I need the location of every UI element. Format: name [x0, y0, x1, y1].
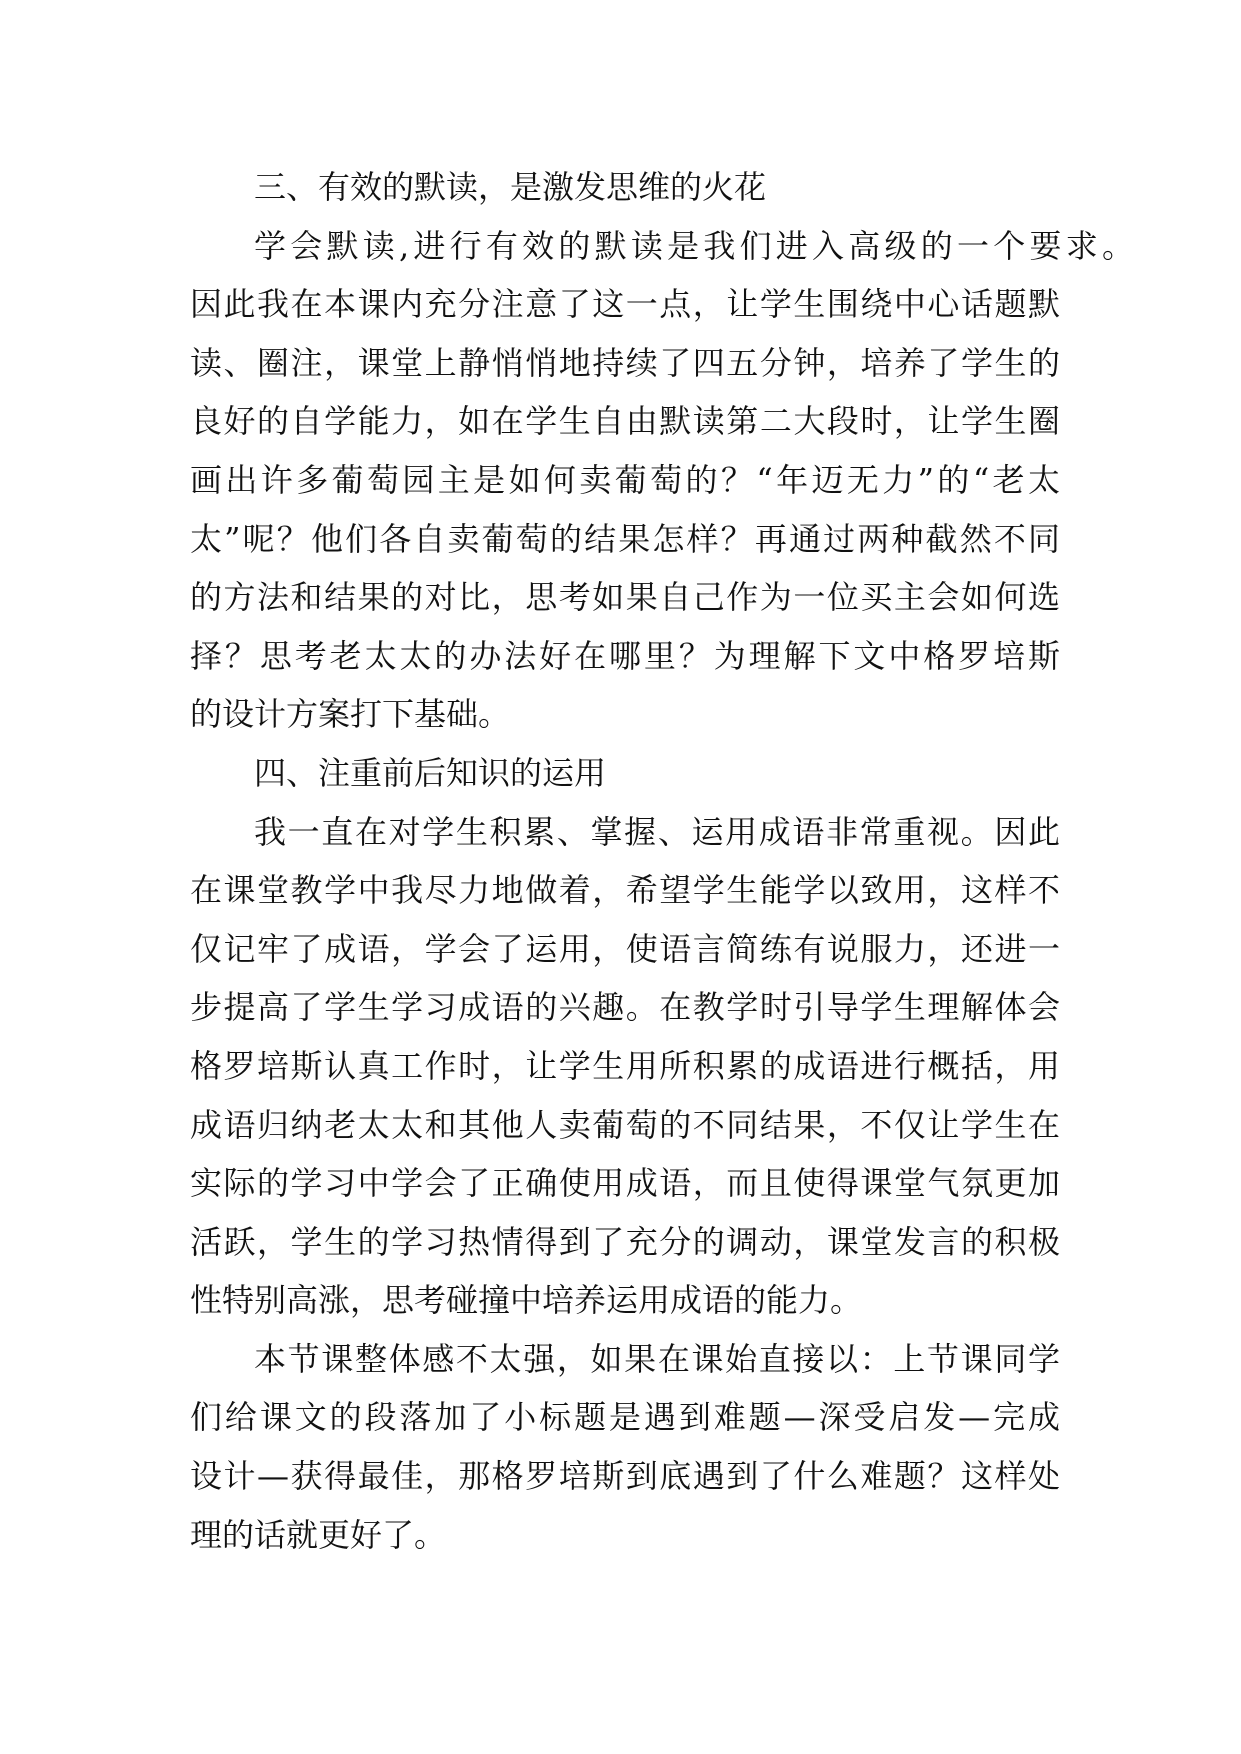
paragraph-line: 设计—获得最佳，那格罗培斯到底遇到了什么难题？这样处: [190, 1457, 1060, 1496]
paragraph-line: 成语归纳老太太和其他人卖葡萄的不同结果，不仅让学生在: [190, 1105, 1060, 1144]
document-body: [190, 158, 1134, 1564]
paragraph-line: 的方法和结果的对比，思考如果自己作为一位买主会如何选: [190, 578, 1060, 617]
paragraph-line: 我一直在对学生积累、掌握、运用成语非常重视。因此: [254, 812, 1060, 851]
paragraph-line: 良好的自学能力，如在学生自由默读第二大段时，让学生圈: [190, 402, 1060, 441]
paragraph-line: 步提高了学生学习成语的兴趣。在教学时引导学生理解体会: [190, 988, 1060, 1027]
paragraph-line: 性特别高涨，思考碰撞中培养运用成语的能力。: [190, 1281, 863, 1320]
paragraph-line: 们给课文的段落加了小标题是遇到难题—深受启发—完成: [190, 1398, 1060, 1437]
paragraph-line: 太”呢？他们各自卖葡萄的结果怎样？再通过两种截然不同: [190, 519, 1060, 558]
paragraph-line: 活跃，学生的学习热情得到了充分的调动，课堂发言的积极: [190, 1222, 1060, 1261]
paragraph-line: 格罗培斯认真工作时，让学生用所积累的成语进行概括，用: [190, 1046, 1060, 1085]
section-heading: 三、有效的默读，是激发思维的火花: [254, 168, 767, 206]
paragraph-line: 的设计方案打下基础。: [190, 695, 511, 734]
paragraph-line: 理的话就更好了。: [190, 1515, 447, 1554]
section-heading: 四、注重前后知识的运用: [254, 753, 607, 792]
paragraph-line: 因此我在本课内充分注意了这一点，让学生围绕中心话题默: [190, 285, 1060, 324]
paragraph-line: 学会默读,进行有效的默读是我们进入高级的一个要求。: [254, 226, 1134, 265]
paragraph-line: 画出许多葡萄园主是如何卖葡萄的？“年迈无力”的“老太: [190, 460, 1060, 499]
paragraph-line: 本节课整体感不太强，如果在课始直接以：上节课同学: [254, 1339, 1060, 1378]
paragraph-line: 择？思考老太太的办法好在哪里？为理解下文中格罗培斯: [190, 636, 1060, 675]
paragraph-line: 实际的学习中学会了正确使用成语，而且使得课堂气氛更加: [190, 1164, 1060, 1203]
paragraph-line: 读、圈注，课堂上静悄悄地持续了四五分钟，培养了学生的: [190, 343, 1060, 382]
paragraph-line: 在课堂教学中我尽力地做着，希望学生能学以致用，这样不: [190, 871, 1060, 910]
paragraph-line: 仅记牢了成语，学会了运用，使语言简练有说服力，还进一: [190, 929, 1060, 968]
